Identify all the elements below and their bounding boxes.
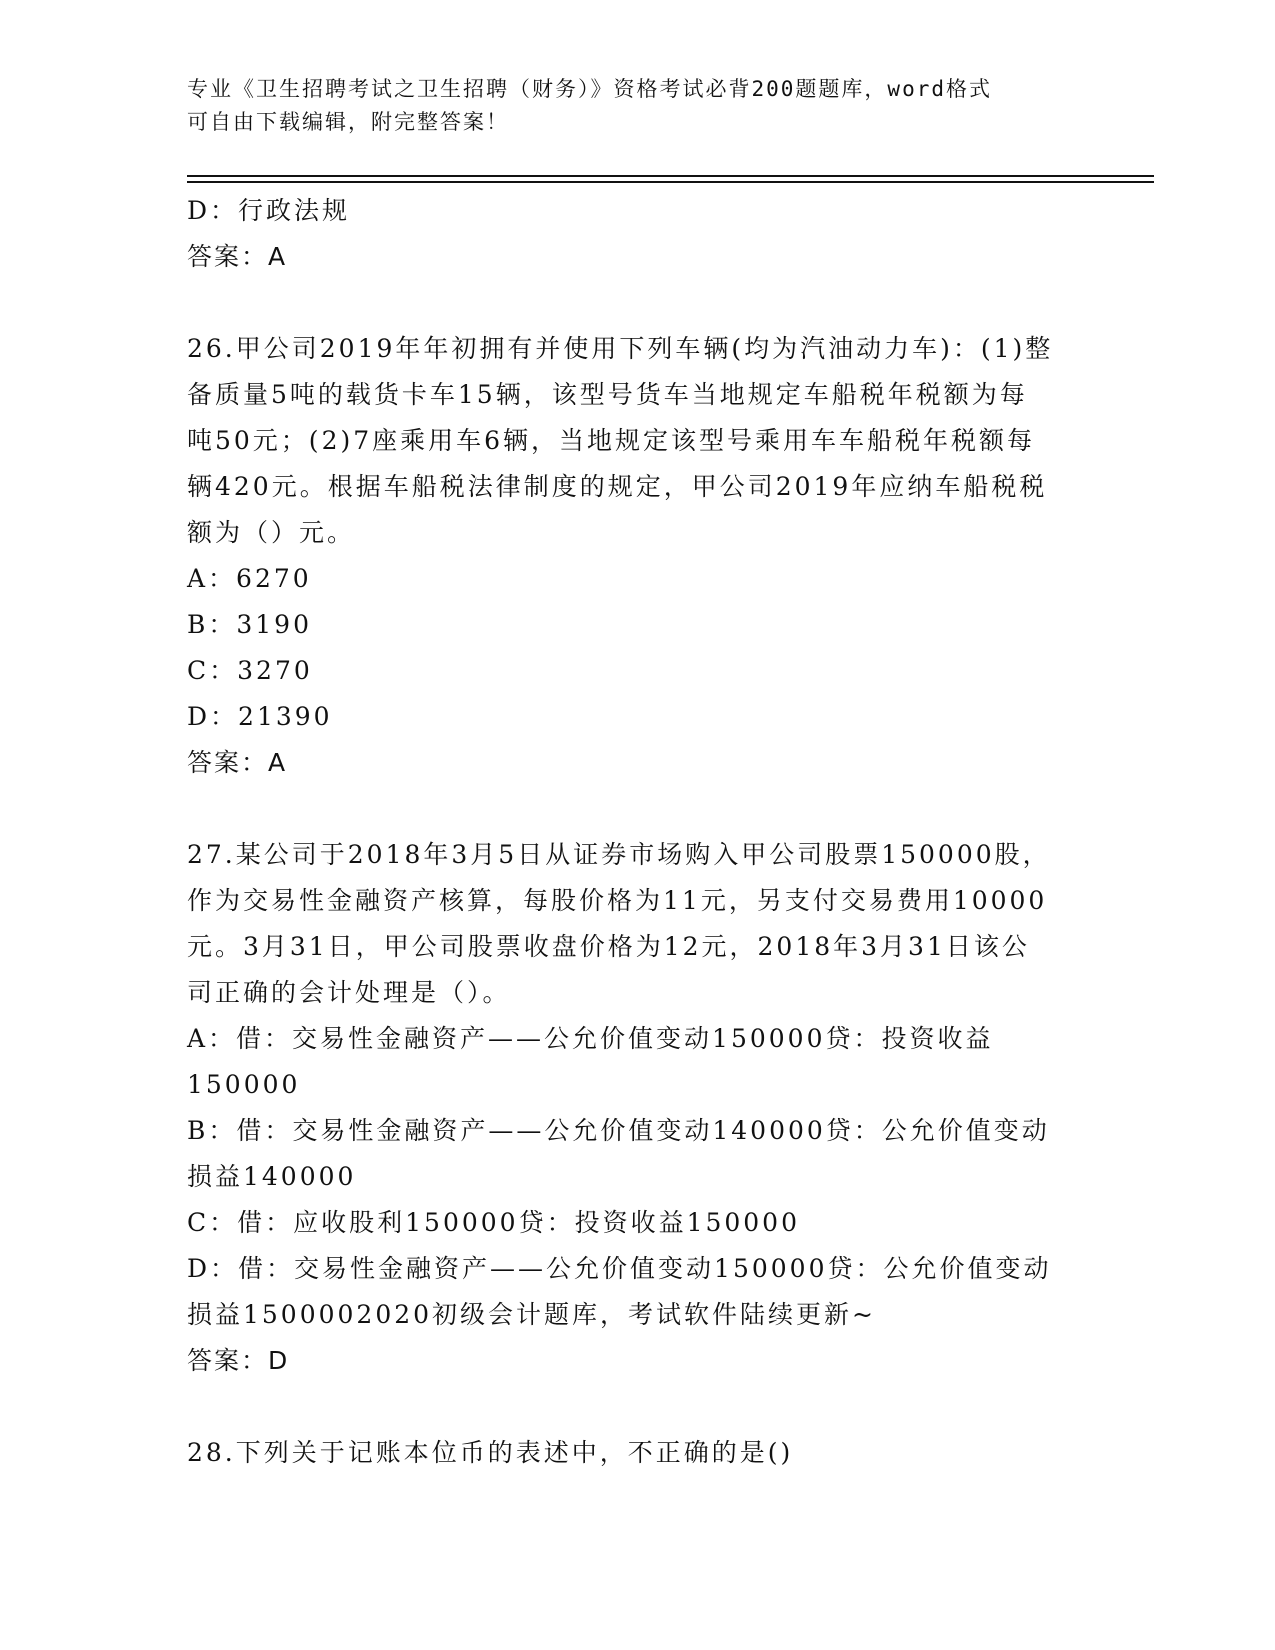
- spacer: [187, 280, 1087, 326]
- option-d-continued: 损益1500002020初级会计题库，考试软件陆续更新~: [187, 1300, 877, 1329]
- prev-answer: 答案：A: [187, 242, 288, 271]
- question-text-line: 元。3月31日，甲公司股票收盘价格为12元，2018年3月31日该公: [187, 932, 1030, 961]
- question-26: [187, 326, 1087, 786]
- option-c: C：借：应收股利150000贷：投资收益150000: [187, 1208, 800, 1237]
- option-c: C：3270: [187, 656, 313, 685]
- question-text-line: 作为交易性金融资产核算，每股价格为11元，另支付交易费用10000: [187, 886, 1048, 915]
- question-28: [187, 1430, 1087, 1476]
- question-text-line: 辆420元。根据车船税法律制度的规定，甲公司2019年应纳车船税税: [187, 472, 1048, 501]
- question-text-line: 吨50元；(2)7座乘用车6辆，当地规定该型号乘用车车船税年税额每: [187, 426, 1036, 455]
- answer: 答案：D: [187, 1346, 290, 1375]
- option-b: B：借：交易性金融资产——公允价值变动140000贷：公允价值变动: [187, 1116, 1050, 1145]
- header-divider-top: [187, 175, 1154, 177]
- option-b: B：3190: [187, 610, 312, 639]
- header-divider-bottom: [187, 181, 1154, 183]
- header-line-2: 可自由下载编辑，附完整答案！: [187, 110, 509, 134]
- question-text-line: 27.某公司于2018年3月5日从证券市场购入甲公司股票150000股，: [187, 840, 1051, 869]
- question-text-line: 额为（）元。: [187, 518, 356, 547]
- header-line-1: 专业《卫生招聘考试之卫生招聘（财务）》资格考试必背200题题库，word格式: [187, 77, 992, 101]
- option-a: A：借：交易性金融资产——公允价值变动150000贷：投资收益: [187, 1024, 994, 1053]
- answer: 答案：A: [187, 748, 288, 777]
- question-27: [187, 832, 1087, 1384]
- question-text-line: 司正确的会计处理是（）。: [187, 978, 511, 1007]
- document-body: [187, 188, 1087, 1476]
- spacer: [187, 1384, 1087, 1430]
- option-a: A：6270: [187, 564, 312, 593]
- question-text-line: 28.下列关于记账本位币的表述中，不正确的是(): [187, 1438, 794, 1467]
- question-text-line: 备质量5吨的载货卡车15辆，该型号货车当地规定车船税年税额为每: [187, 380, 1028, 409]
- option-d: D：借：交易性金融资产——公允价值变动150000贷：公允价值变动: [187, 1254, 1052, 1283]
- question-text-line: 26.甲公司2019年年初拥有并使用下列车辆(均为汽油动力车)：(1)整: [187, 334, 1054, 363]
- document-header: [187, 73, 1087, 139]
- option-b-continued: 损益140000: [187, 1162, 357, 1191]
- option-d: D：21390: [187, 702, 333, 731]
- option-a-continued: 150000: [187, 1070, 301, 1099]
- spacer: [187, 786, 1087, 832]
- prev-option-d: D：行政法规: [187, 196, 351, 225]
